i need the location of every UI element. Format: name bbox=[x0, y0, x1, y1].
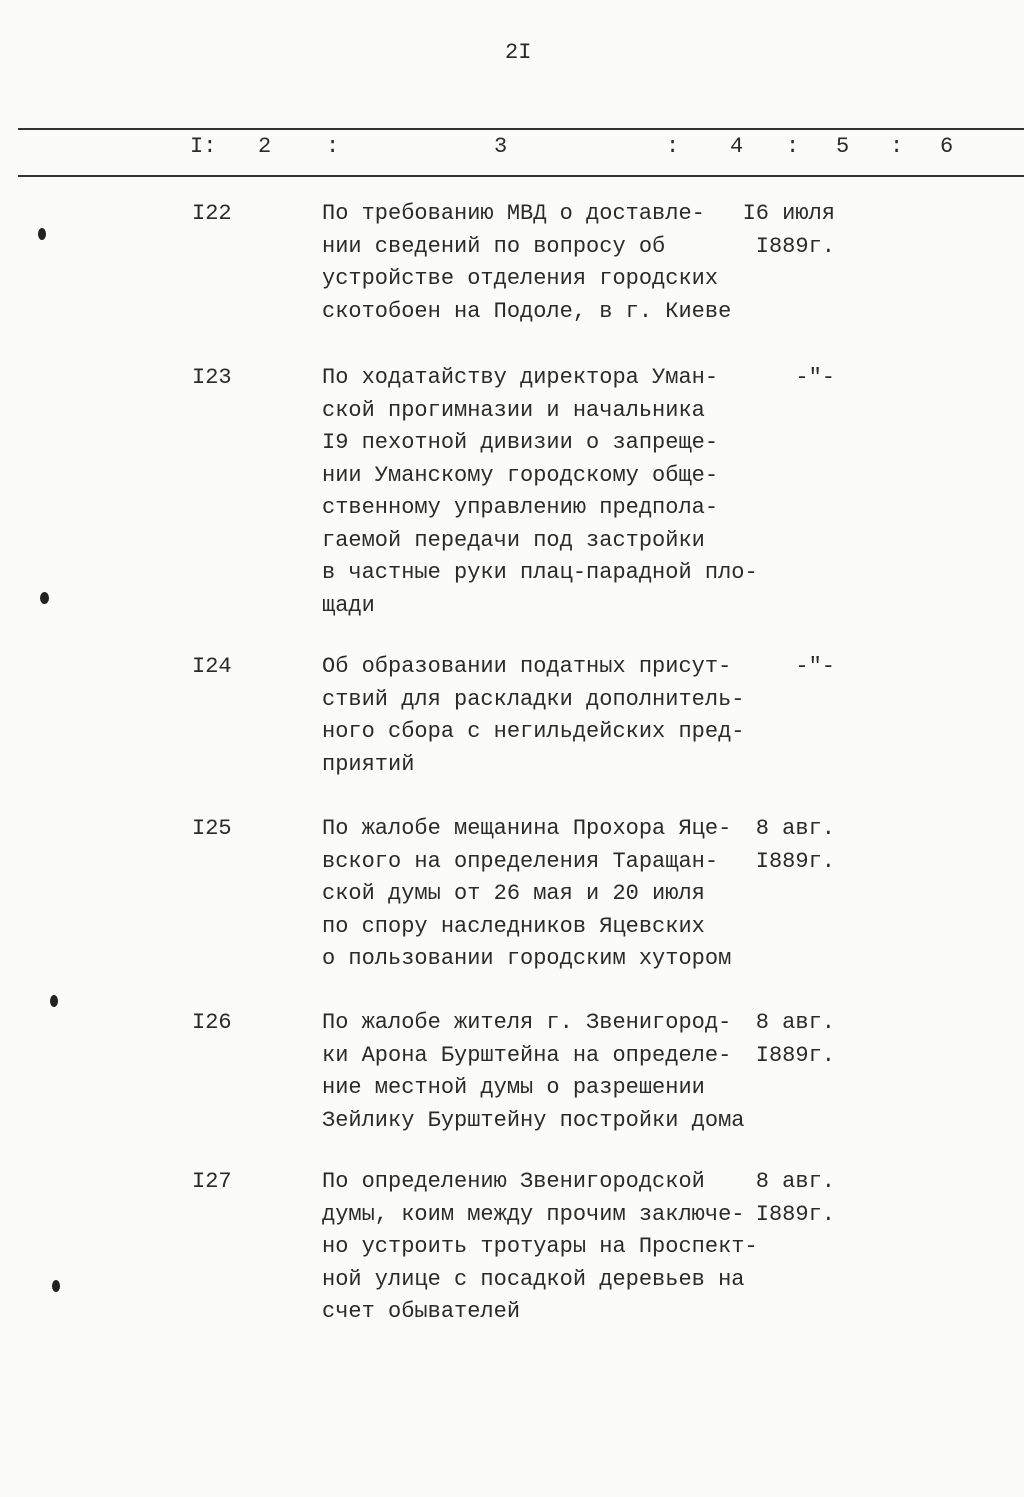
description-line: по спору наследников Яцевских bbox=[322, 913, 705, 939]
description-line: По определению Звенигородской bbox=[322, 1169, 705, 1194]
column-header: I: bbox=[190, 134, 217, 159]
entry-number: I26 bbox=[192, 1010, 232, 1035]
entry-description bbox=[322, 198, 731, 328]
description-line: По требованию МВД о доставле- bbox=[322, 201, 705, 226]
description-line: гаемой передачи под застройки bbox=[322, 527, 705, 553]
entry-date bbox=[700, 813, 835, 878]
description-line: вского на определения Таращан- bbox=[322, 848, 719, 874]
date-line: I889г. bbox=[755, 848, 835, 874]
entry-number: I25 bbox=[192, 816, 232, 841]
description-line: ки Арона Бурштейна на определе- bbox=[322, 1042, 732, 1068]
entry-number: I23 bbox=[192, 365, 232, 390]
date-line: I889г. bbox=[755, 1042, 835, 1068]
entry-number: I27 bbox=[192, 1169, 232, 1194]
header-top-rule bbox=[18, 128, 1024, 130]
description-line: счет обывателей bbox=[322, 1299, 521, 1324]
header-bottom-rule bbox=[18, 175, 1024, 177]
description-line: щади bbox=[322, 592, 375, 618]
description-line: нии сведений по вопросу об bbox=[322, 233, 666, 259]
column-header: : bbox=[666, 134, 680, 159]
description-line: ного сбора с негильдейских пред- bbox=[322, 719, 745, 744]
description-line: Об образовании податных присут- bbox=[322, 654, 732, 679]
column-header: : bbox=[326, 134, 340, 159]
description-line: ной улице с посадкой деревьев на bbox=[322, 1266, 745, 1292]
description-line: скотобоен на Подоле, в г. Киеве bbox=[322, 298, 732, 324]
description-line: ской прогимназии и начальника bbox=[322, 397, 705, 423]
entry-number: I24 bbox=[192, 654, 232, 679]
entry-date bbox=[700, 1007, 835, 1072]
description-line: ской думы от 26 мая и 20 июля bbox=[322, 881, 705, 906]
date-line: I889г. bbox=[755, 233, 835, 259]
date-line: I889г. bbox=[755, 1201, 835, 1227]
entry-date bbox=[700, 362, 835, 395]
description-line: По ходатайству директора Уман- bbox=[322, 365, 719, 390]
description-line: По жалобе мещанина Прохора Яце- bbox=[322, 816, 732, 841]
column-header: : bbox=[890, 134, 904, 159]
description-line: По жалобе жителя г. Звенигород- bbox=[322, 1010, 732, 1035]
date-line: -"- bbox=[795, 365, 835, 390]
description-line: I9 пехотной дивизии о запреще- bbox=[322, 430, 719, 455]
entry-description bbox=[322, 651, 744, 781]
description-line: ственному управлению предпола- bbox=[322, 495, 719, 520]
column-header: 5 bbox=[836, 134, 850, 159]
description-line: но устроить тротуары на Проспект- bbox=[322, 1234, 758, 1259]
description-line: нии Уманскому городскому обще- bbox=[322, 462, 719, 488]
entry-date bbox=[700, 651, 835, 684]
entry-number: I22 bbox=[192, 201, 232, 226]
description-line: в частные руки плац-парадной пло- bbox=[322, 560, 758, 585]
column-header: 3 bbox=[494, 134, 508, 159]
date-line: -"- bbox=[795, 654, 835, 679]
entry-description bbox=[322, 362, 758, 622]
description-line: Зейлику Бурштейну постройки дома bbox=[322, 1107, 745, 1133]
entry-date bbox=[700, 1166, 835, 1231]
column-header: 2 bbox=[258, 134, 272, 159]
column-header: 4 bbox=[730, 134, 744, 159]
description-line: о пользовании городским хутором bbox=[322, 946, 732, 971]
entry-description bbox=[322, 813, 731, 976]
entry-description bbox=[322, 1166, 758, 1329]
column-header: : bbox=[786, 134, 800, 159]
description-line: думы, коим между прочим заключе- bbox=[322, 1201, 745, 1227]
description-line: ствий для раскладки дополнитель- bbox=[322, 686, 745, 712]
date-line: 8 авг. bbox=[755, 1010, 835, 1035]
entry-description bbox=[322, 1007, 744, 1137]
date-line: 8 авг. bbox=[755, 1169, 835, 1194]
description-line: приятий bbox=[322, 751, 415, 777]
page-number: 2I bbox=[505, 40, 532, 65]
date-line: I6 июля bbox=[742, 201, 835, 226]
date-line: 8 авг. bbox=[755, 816, 835, 841]
column-header: 6 bbox=[940, 134, 954, 159]
entry-date bbox=[700, 198, 835, 263]
description-line: ние местной думы о разрешении bbox=[322, 1075, 705, 1100]
description-line: устройстве отделения городских bbox=[322, 266, 719, 291]
